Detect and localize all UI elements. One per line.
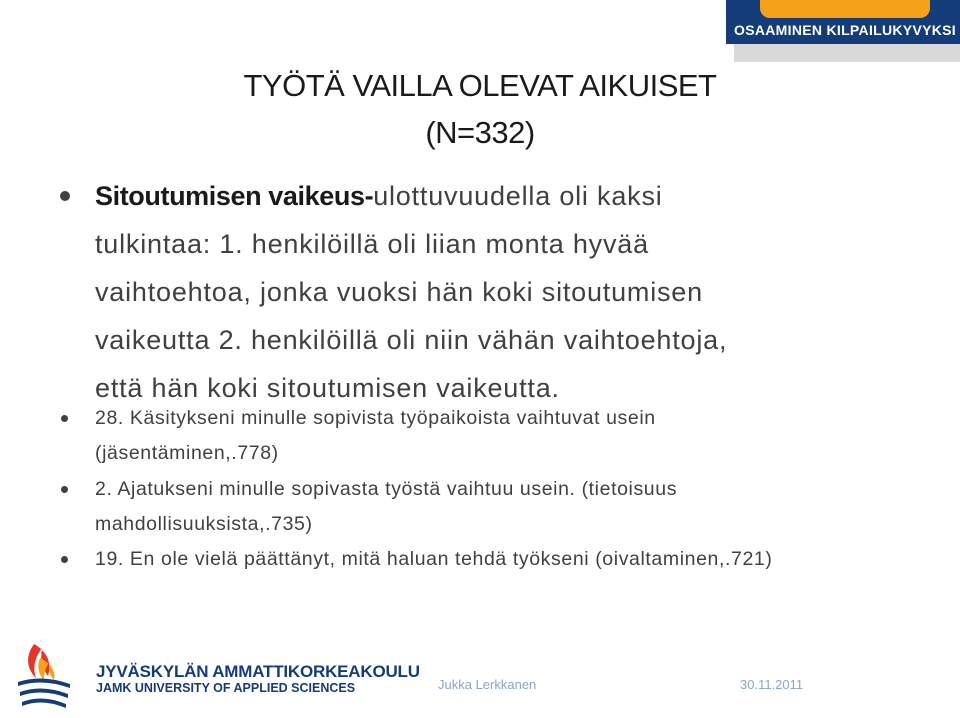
school-name-english: JAMK UNIVERSITY OF APPLIED SCIENCES: [96, 681, 356, 695]
slide-title: TYÖTÄ VAILLA OLEVAT AIKUISET: [243, 68, 717, 103]
bullet-1-text: [95, 172, 727, 412]
bullet-1-line-1-rest: ulottuvuudella oli kaksi: [373, 181, 663, 211]
bullet-3-line-2: mahdollisuuksista,.735): [95, 513, 313, 535]
bullet-1-bold: Sitoutumisen vaikeus-: [95, 181, 374, 211]
banner-accent: [760, 0, 930, 18]
banner-text: OSAAMINEN KILPAILUKYVYKSI: [734, 22, 956, 38]
bullet-dot: [61, 415, 68, 422]
bullet-1-line-3: vaihtoehtoa, jonka vuoksi hän koki sitoutumisen: [95, 277, 703, 307]
bullet-1-line-4: vaikeutta 2. henkilöillä oli niin vähän vaihtoehtoja,: [95, 325, 728, 355]
bullet-2-line-1: 28. Käsitykseni minulle sopivista työpaikoista vaihtuvat usein: [95, 407, 656, 429]
bullet-dot: [61, 556, 68, 563]
bullet-1-line-5: että hän koki sitoutumisen vaikeutta.: [95, 373, 560, 403]
bullet-3-line-1: 2. Ajatukseni minulle sopivasta työstä vaihtuu usein. (tietoisuus: [95, 478, 678, 500]
slide-date: 30.11.2011: [740, 677, 804, 692]
bullet-dot: [61, 486, 68, 493]
bullet-4-text: [95, 542, 772, 577]
author-name: Jukka Lerkkanen: [438, 677, 537, 692]
bullet-3-text: [95, 472, 677, 542]
bullet-1-line-1: [95, 172, 727, 220]
bullet-2-line-2: (jäsentäminen,.778): [95, 442, 279, 464]
school-name: JYVÄSKYLÄN AMMATTIKORKEAKOULU: [96, 662, 420, 681]
bullet-dot: [60, 191, 70, 201]
slide-subtitle: (N=332): [425, 115, 535, 150]
bullet-2-text: [95, 401, 656, 471]
bullet-1-line-2: tulkintaa: 1. henkilöillä oli liian monta hyvää: [95, 229, 649, 259]
flame-logo-icon: [12, 640, 82, 717]
bullet-4-line-1: 19. En ole vielä päättänyt, mitä haluan tehdä työkseni (oivaltaminen,.721): [95, 548, 773, 570]
